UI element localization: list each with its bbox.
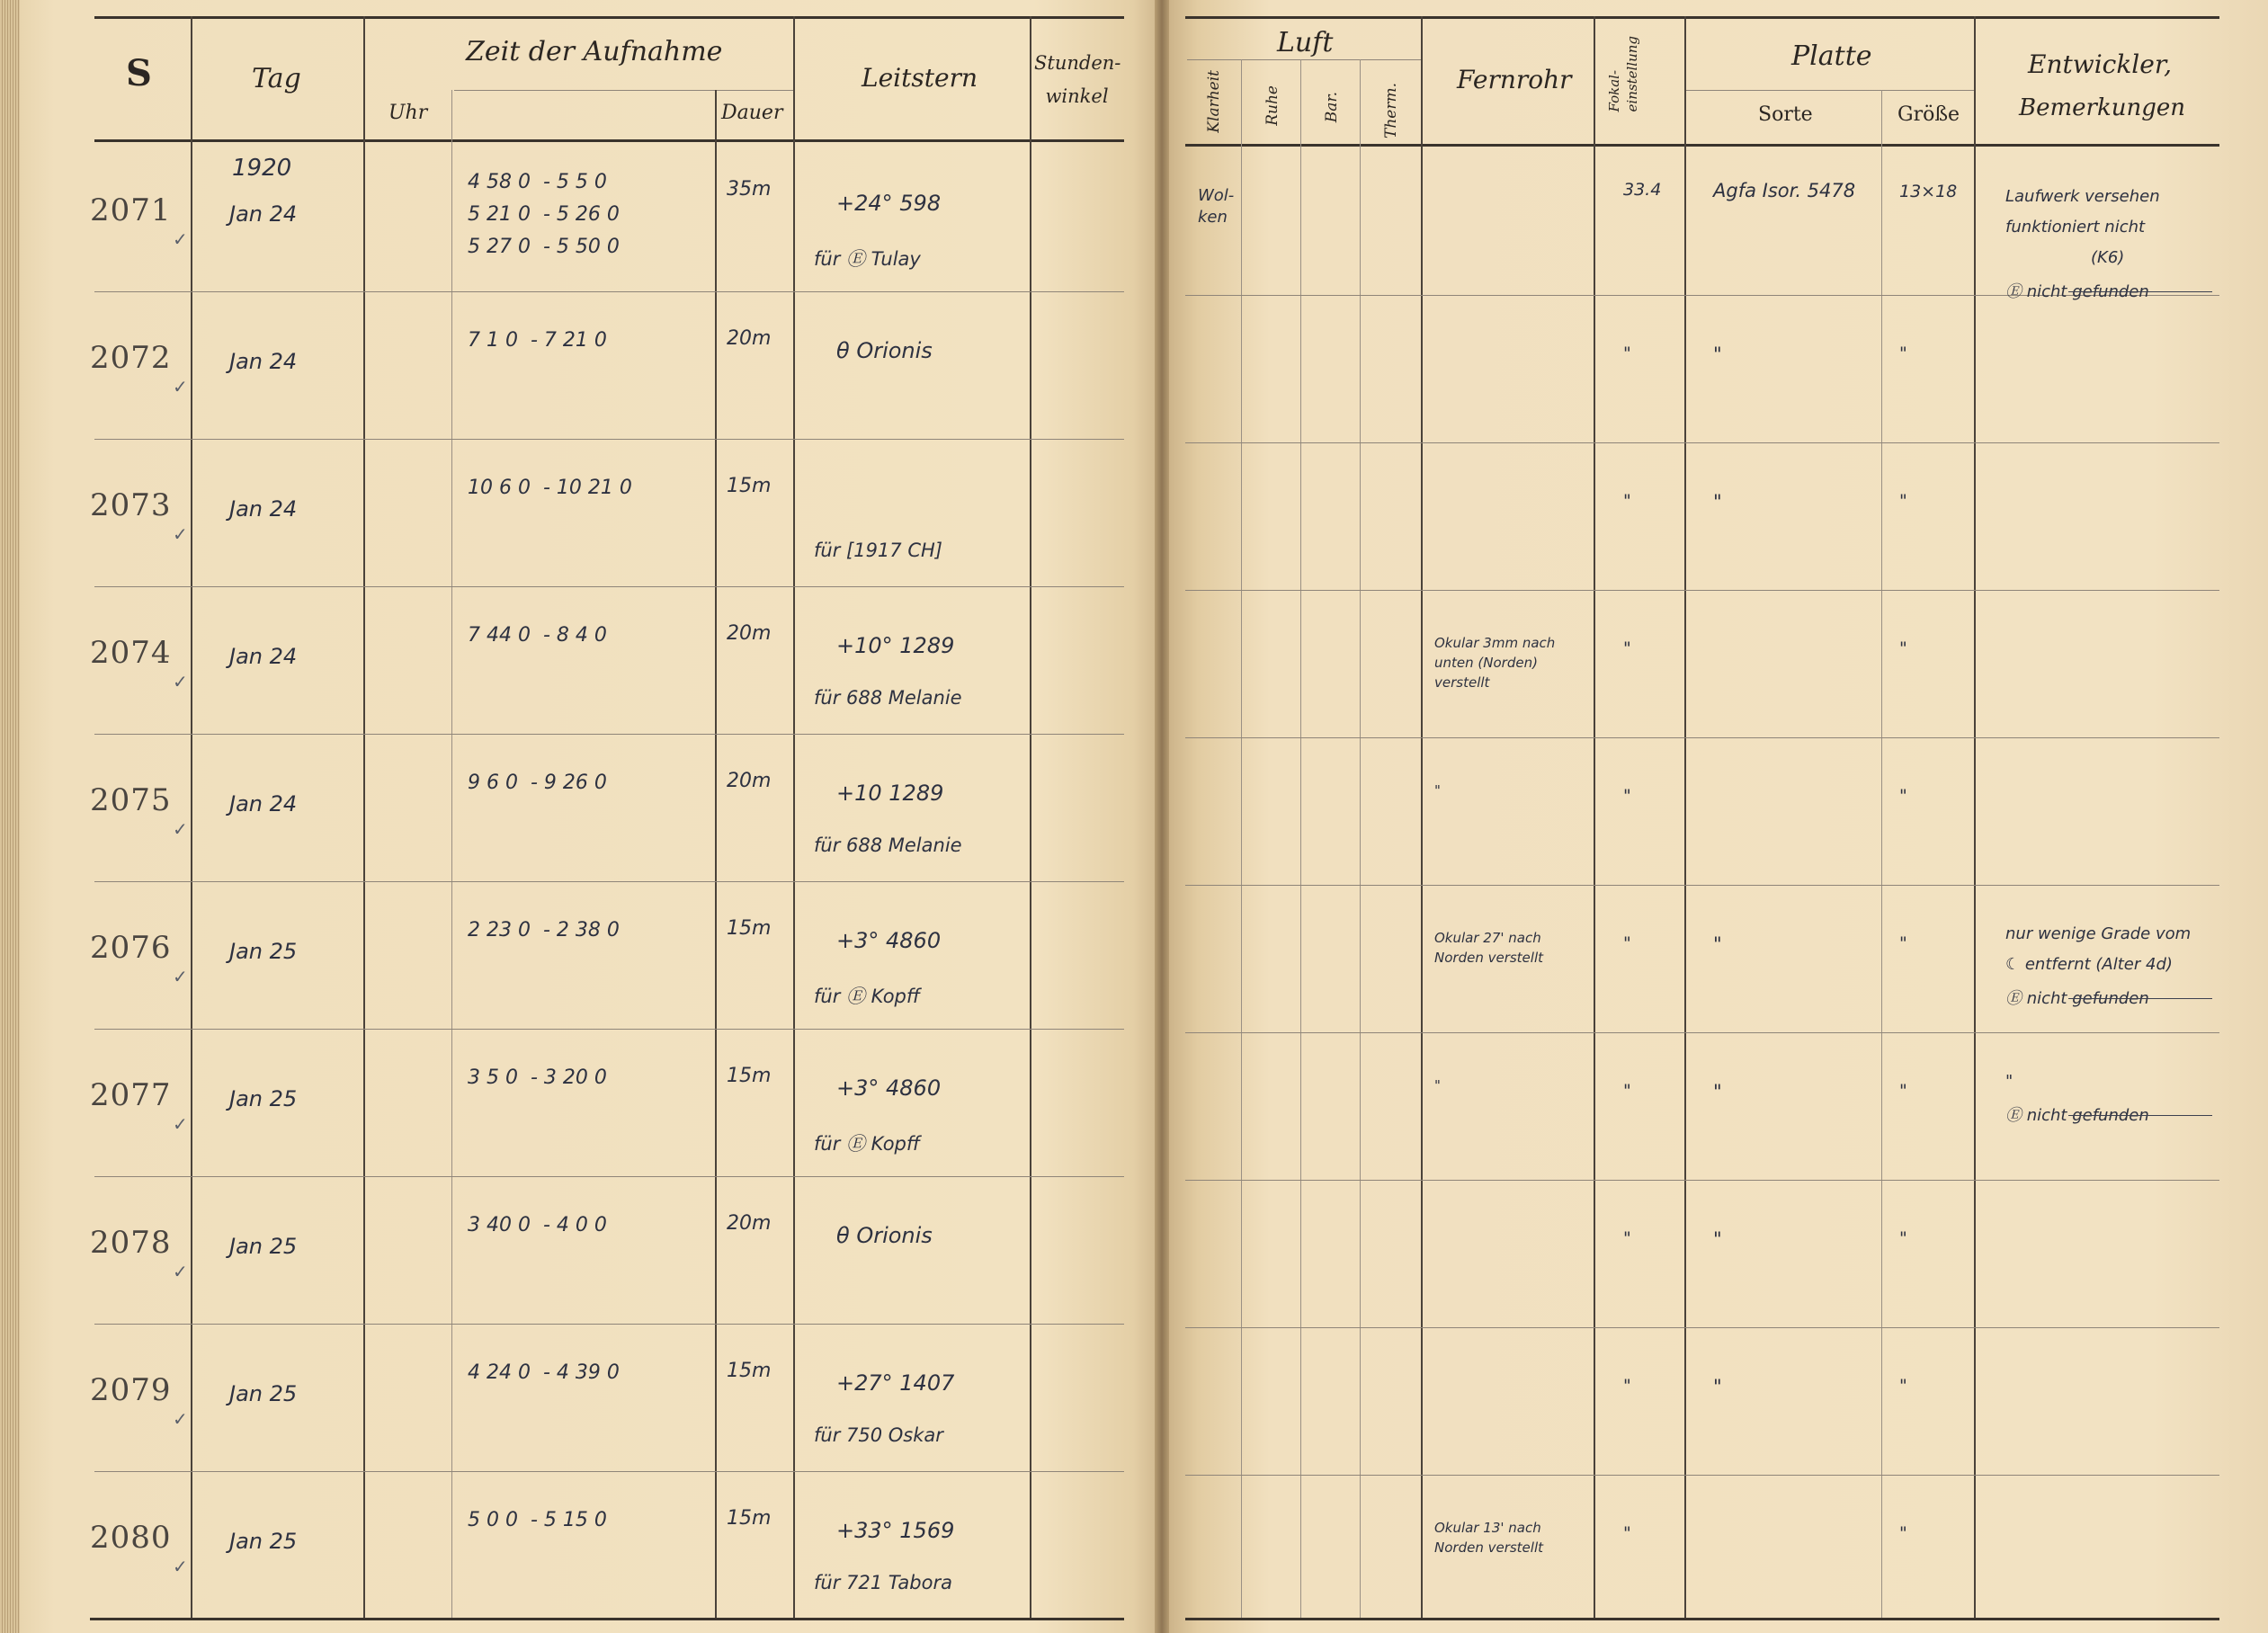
remark: funktioniert nicht	[2005, 218, 2146, 236]
plate-type: "	[1713, 1376, 1722, 1397]
guide-star-target: für Ⓔ Kopff	[814, 986, 921, 1007]
row-rule	[1185, 1180, 2219, 1181]
plate-number: 2074	[90, 635, 172, 671]
strike-line	[2068, 291, 2212, 292]
check-mark: ✓	[173, 671, 188, 692]
col-rule	[363, 16, 365, 1618]
plate-number: 2078	[90, 1225, 172, 1261]
telescope-note: Okular 27' nach Norden verstellt	[1434, 930, 1544, 966]
row-rule	[94, 586, 1124, 587]
page-edges	[0, 0, 20, 1633]
header-groesse: Größe	[1897, 103, 1960, 126]
time-range: 7 1 0 - 7 21 0	[468, 329, 607, 352]
header-uhr: Uhr	[388, 102, 428, 124]
header-s: S	[126, 52, 152, 94]
top-rule-left	[94, 16, 1124, 19]
guide-star: +10 1289	[836, 781, 944, 806]
plate-type: Agfa Isor. 5478	[1713, 180, 1856, 201]
time-range: 9 6 0 - 9 26 0	[468, 772, 607, 794]
date: Jan 25	[229, 1086, 298, 1111]
header-bar: Bar.	[1323, 92, 1341, 123]
duration: 20m	[727, 622, 772, 645]
col-rule	[191, 16, 192, 1618]
plate-size: "	[1899, 1376, 1907, 1396]
bottom-rule-left	[90, 1618, 1124, 1620]
check-mark: ✓	[173, 523, 188, 545]
row-rule	[1185, 1475, 2219, 1476]
remark: ☾ entfernt (Alter 4d)	[2005, 955, 2173, 974]
strike-line	[2068, 1115, 2212, 1116]
duration: 15m	[727, 1360, 772, 1382]
time-range: 2 23 0 - 2 38 0	[468, 919, 620, 941]
check-mark: ✓	[173, 376, 188, 397]
duration: 15m	[727, 1507, 772, 1530]
telescope-note: Okular 3mm nach unten (Norden) verstellt	[1434, 635, 1556, 691]
clarity: Wol- ken	[1198, 186, 1235, 227]
row-rule	[1185, 442, 2219, 443]
row-rule	[94, 1324, 1124, 1325]
check-mark: ✓	[173, 1408, 188, 1430]
guide-star: θ Orionis	[836, 1223, 933, 1248]
col-rule	[1030, 16, 1031, 1618]
date: Jan 25	[229, 1529, 298, 1554]
focal-setting: "	[1623, 1523, 1631, 1543]
header-klarheit: Klarheit	[1205, 70, 1223, 133]
plate-type: "	[1713, 491, 1722, 513]
header-fokal: Fokal- einstellung	[1606, 36, 1640, 112]
header-therm: Therm.	[1382, 83, 1400, 138]
header-luft: Luft	[1277, 27, 1334, 58]
guide-star: +3° 4860	[836, 928, 942, 953]
col-rule	[1360, 59, 1361, 1618]
row-rule	[1185, 885, 2219, 886]
guide-star-target: für 750 Oskar	[814, 1424, 943, 1446]
time-range: 5 0 0 - 5 15 0	[468, 1509, 607, 1531]
row-rule	[94, 291, 1124, 292]
bottom-rule-right	[1185, 1618, 2219, 1620]
guide-star-target: für Ⓔ Kopff	[814, 1133, 921, 1155]
duration: 15m	[727, 917, 772, 940]
focal-setting: "	[1623, 1228, 1631, 1248]
row-rule	[1185, 737, 2219, 738]
row-rule	[1185, 590, 2219, 591]
row-rule	[94, 1471, 1124, 1472]
plate-type: "	[1713, 1081, 1722, 1102]
date: Jan 24	[229, 791, 298, 816]
date: Jan 24	[229, 496, 298, 522]
header-entwickler-2: Bemerkungen	[2019, 94, 2185, 121]
plate-number: 2080	[90, 1520, 172, 1556]
plate-size: "	[1899, 638, 1907, 658]
row-rule	[94, 881, 1124, 882]
focal-setting: 33.4	[1623, 180, 1662, 200]
guide-star-target: für 688 Melanie	[814, 687, 962, 709]
date: Jan 25	[229, 1234, 298, 1259]
guide-star: +3° 4860	[836, 1075, 942, 1101]
telescope-note: "	[1434, 782, 1441, 799]
header-entwickler-1: Entwickler,	[2028, 49, 2173, 79]
plate-number: 2072	[90, 340, 172, 376]
book-spine	[1155, 0, 1169, 1633]
zeit-subrule	[454, 90, 793, 91]
check-mark: ✓	[173, 1261, 188, 1282]
focal-setting: "	[1623, 1376, 1631, 1396]
strike-line	[2068, 998, 2212, 999]
header-rule-right	[1185, 144, 2219, 147]
header-sorte: Sorte	[1758, 103, 1813, 126]
date: Jan 25	[229, 1381, 298, 1406]
duration: 15m	[727, 1065, 772, 1087]
plate-number: 2076	[90, 930, 172, 966]
row-rule	[1185, 1032, 2219, 1033]
row-rule	[94, 1029, 1124, 1030]
header-stundenwinkel-1: Stunden-	[1034, 52, 1121, 74]
header-platte: Platte	[1791, 40, 1872, 72]
header-rule-left	[94, 139, 1124, 142]
time-range: 4 58 0 - 5 5 0	[468, 171, 607, 193]
col-rule	[793, 16, 795, 1618]
col-rule	[715, 90, 717, 1618]
col-rule	[451, 90, 452, 1618]
remark: "	[2005, 1072, 2014, 1091]
telescope-note: Okular 13' nach Norden verstellt	[1434, 1520, 1544, 1556]
date: Jan 24	[229, 644, 298, 669]
header-tag: Tag	[252, 63, 301, 94]
guide-star: +27° 1407	[836, 1370, 955, 1396]
remark: Ⓔ nicht gefunden	[2005, 282, 2149, 301]
plate-size: 13×18	[1899, 182, 1958, 201]
duration: 20m	[727, 770, 772, 792]
guide-star-target: für Ⓔ Tulay	[814, 248, 921, 270]
plate-type: "	[1713, 1228, 1722, 1250]
focal-setting: "	[1623, 933, 1631, 953]
row-rule	[94, 1176, 1124, 1177]
plate-number: 2073	[90, 487, 172, 523]
guide-star: +33° 1569	[836, 1518, 955, 1543]
focal-setting: "	[1623, 491, 1631, 511]
remark: nur wenige Grade vom	[2005, 924, 2192, 943]
time-range: 7 44 0 - 8 4 0	[468, 624, 607, 647]
plate-size: "	[1899, 491, 1907, 511]
col-rule	[1594, 16, 1595, 1618]
plate-size: "	[1899, 786, 1907, 806]
telescope-note: "	[1434, 1077, 1441, 1093]
time-range: 3 40 0 - 4 0 0	[468, 1214, 607, 1236]
remark: Laufwerk versehen	[2005, 187, 2160, 206]
check-mark: ✓	[173, 1113, 188, 1135]
date: Jan 25	[229, 939, 298, 964]
focal-setting: "	[1623, 786, 1631, 806]
duration: 20m	[727, 1212, 772, 1235]
remark: Ⓔ nicht gefunden	[2005, 1106, 2149, 1125]
plate-size: "	[1899, 933, 1907, 953]
header-leitstern: Leitstern	[862, 63, 978, 93]
col-rule	[1684, 16, 1686, 1618]
guide-star: +10° 1289	[836, 633, 955, 658]
row-rule	[94, 734, 1124, 735]
header-stundenwinkel-2: winkel	[1045, 85, 1109, 107]
col-rule	[1881, 90, 1882, 1618]
col-rule	[1421, 16, 1423, 1618]
guide-star: θ Orionis	[836, 338, 933, 363]
time-range: 10 6 0 - 10 21 0	[468, 477, 632, 499]
check-mark: ✓	[173, 1556, 188, 1577]
time-range: 3 5 0 - 3 20 0	[468, 1066, 607, 1089]
check-mark: ✓	[173, 818, 188, 840]
luft-subrule	[1187, 59, 1423, 60]
header-zeit: Zeit der Aufnahme	[466, 36, 723, 67]
plate-size: "	[1899, 344, 1907, 363]
date: Jan 24	[229, 201, 298, 227]
plate-number: 2079	[90, 1372, 172, 1408]
header-fernrohr: Fernrohr	[1457, 65, 1572, 94]
plate-size: "	[1899, 1523, 1907, 1543]
focal-setting: "	[1623, 1081, 1631, 1101]
plate-type: "	[1713, 344, 1722, 365]
time-range: 4 24 0 - 4 39 0	[468, 1361, 620, 1384]
col-rule	[1974, 16, 1976, 1618]
platte-subrule	[1686, 90, 1974, 91]
header-ruhe: Ruhe	[1263, 85, 1281, 126]
top-rule-right	[1185, 16, 2219, 19]
col-rule	[1300, 59, 1301, 1618]
guide-star: +24° 598	[836, 191, 942, 216]
row-rule	[94, 439, 1124, 440]
header-dauer: Dauer	[721, 102, 783, 124]
time-range: 5 27 0 - 5 50 0	[468, 236, 620, 258]
date: Jan 24	[229, 349, 298, 374]
focal-setting: "	[1623, 638, 1631, 658]
plate-number: 2077	[90, 1077, 172, 1113]
year-note: 1920	[232, 155, 292, 182]
remark: (K6)	[2091, 248, 2125, 267]
plate-type: "	[1713, 933, 1722, 955]
check-mark: ✓	[173, 228, 188, 250]
guide-star-target: für 688 Melanie	[814, 834, 962, 856]
col-rule	[1241, 59, 1242, 1618]
plate-number: 2071	[90, 192, 172, 228]
duration: 15m	[727, 475, 772, 497]
row-rule	[1185, 1327, 2219, 1328]
plate-number: 2075	[90, 782, 172, 818]
plate-size: "	[1899, 1081, 1907, 1101]
guide-star-target: für [1917 CH]	[814, 540, 942, 561]
guide-star-target: für 721 Tabora	[814, 1572, 952, 1593]
plate-size: "	[1899, 1228, 1907, 1248]
focal-setting: "	[1623, 344, 1631, 363]
duration: 20m	[727, 327, 772, 350]
time-range: 5 21 0 - 5 26 0	[468, 203, 620, 226]
duration: 35m	[727, 178, 772, 201]
remark: Ⓔ nicht gefunden	[2005, 989, 2149, 1008]
check-mark: ✓	[173, 966, 188, 987]
